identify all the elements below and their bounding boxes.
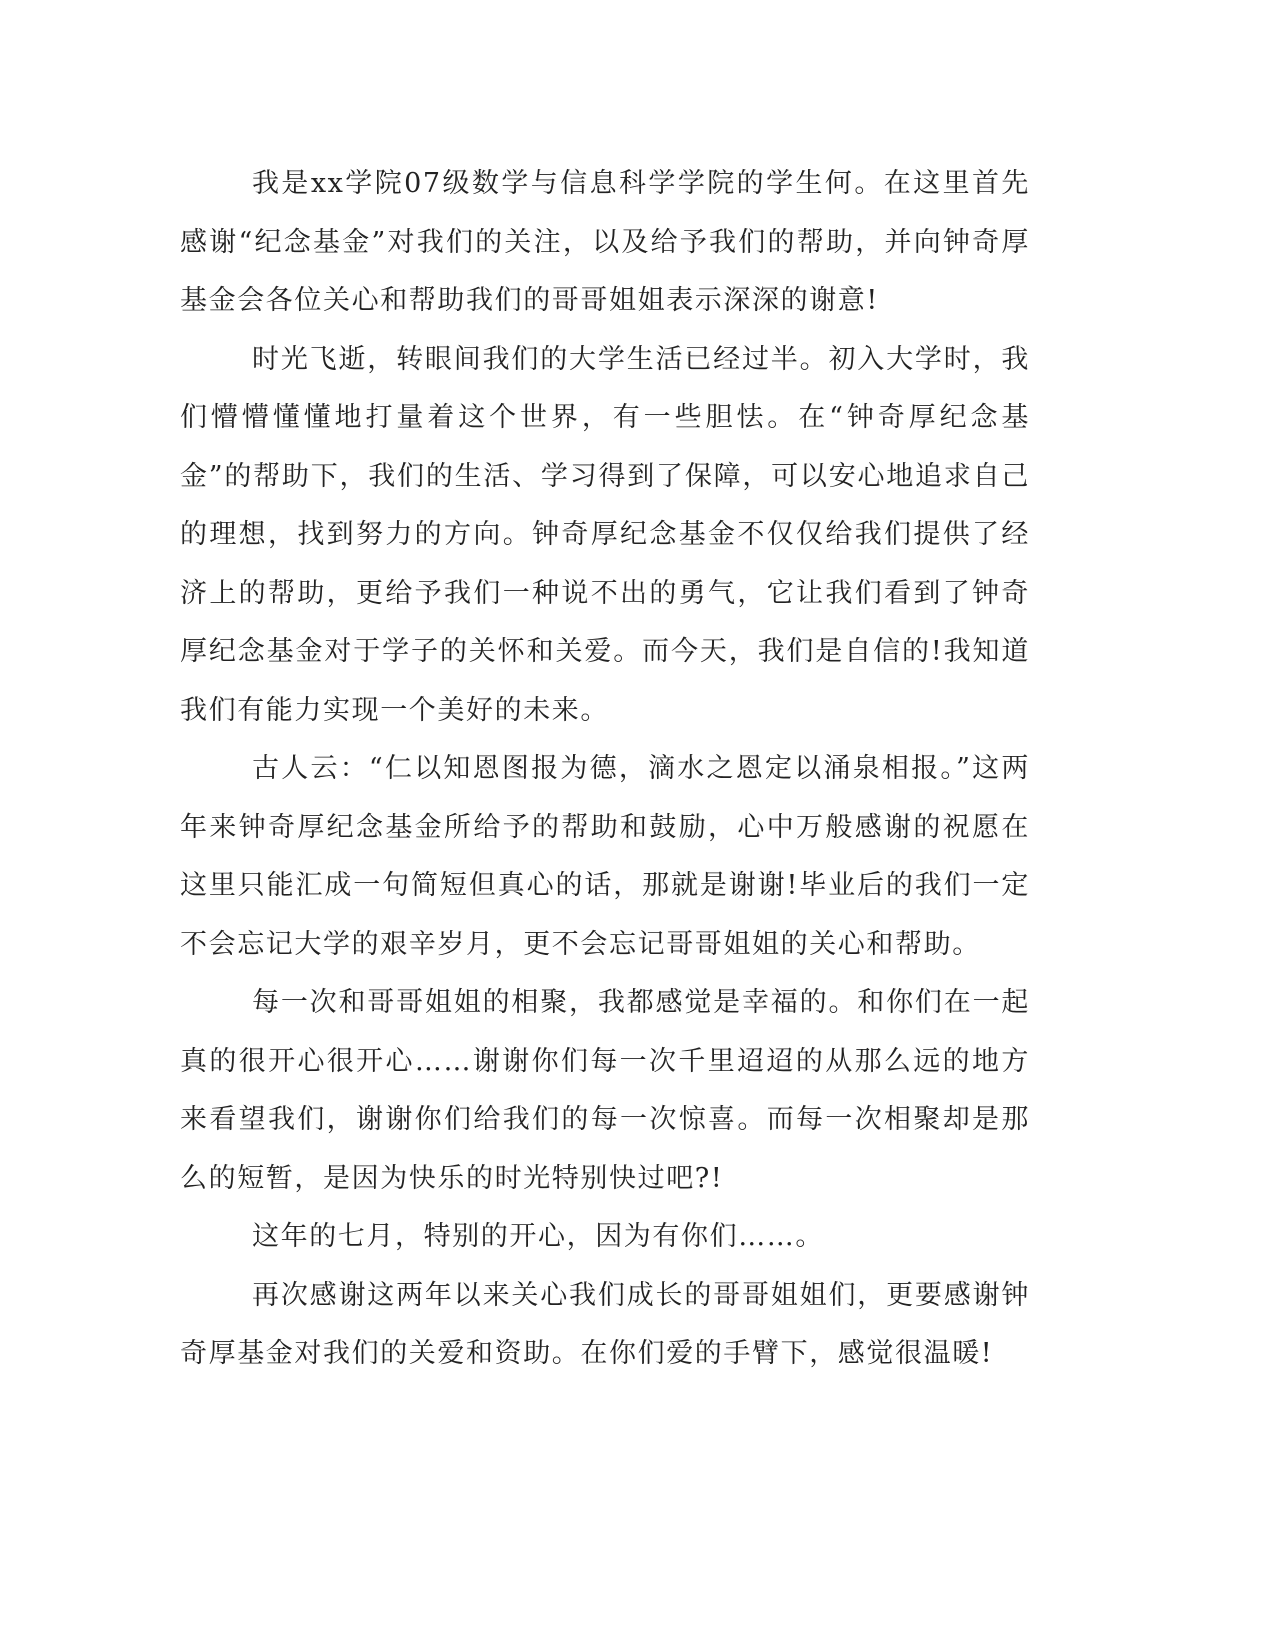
paragraph-july: 这年的七月，特别的开心，因为有你们……。 xyxy=(252,1221,824,1252)
paragraph-gatherings: 每一次和哥哥姐姐的相聚，我都感觉是幸福的。和你们在一起真的很开心很开心……谢谢你们每一次千里迢迢的从那么远的地方来看望我们，谢谢你们给我们的每一次惊喜。而每一次相聚却是那么的短暂，是因为快乐的时光特别快过吧?! xyxy=(180,987,1030,1194)
paragraph-university-life: 时光飞逝，转眼间我们的大学生活已经过半。初入大学时，我们懵懵懂懂地打量着这个世界，有一些胆怯。在“钟奇厚纪念基金”的帮助下，我们的生活、学习得到了保障，可以安心地追求自己的理想，找到努力的方向。钟奇厚纪念基金不仅仅给我们提供了经济上的帮助，更给予我们一种说不出的勇气，它让我们看到了钟奇厚纪念基金对于学子的关怀和关爱。而今天，我们是自信的!我知道我们有能力实现一个美好的未来。 xyxy=(180,343,1030,726)
document-body xyxy=(180,155,1030,1384)
paragraph-intro: 我是xx学院07级数学与信息科学学院的学生何。在这里首先感谢“纪念基金”对我们的关注，以及给予我们的帮助，并向钟奇厚基金会各位关心和帮助我们的哥哥姐姐表示深深的谢意! xyxy=(180,168,1030,316)
paragraph-gratitude-quote: 古人云：“仁以知恩图报为德，滴水之恩定以涌泉相报。”这两年来钟奇厚纪念基金所给予的帮助和鼓励，心中万般感谢的祝愿在这里只能汇成一句简短但真心的话，那就是谢谢!毕业后的我们一定不会忘记大学的艰辛岁月，更不会忘记哥哥姐姐的关心和帮助。 xyxy=(180,753,1030,960)
paragraph-closing-thanks: 再次感谢这两年以来关心我们成长的哥哥姐姐们，更要感谢钟奇厚基金对我们的关爱和资助。在你们爱的手臂下，感觉很温暖! xyxy=(180,1279,1030,1369)
